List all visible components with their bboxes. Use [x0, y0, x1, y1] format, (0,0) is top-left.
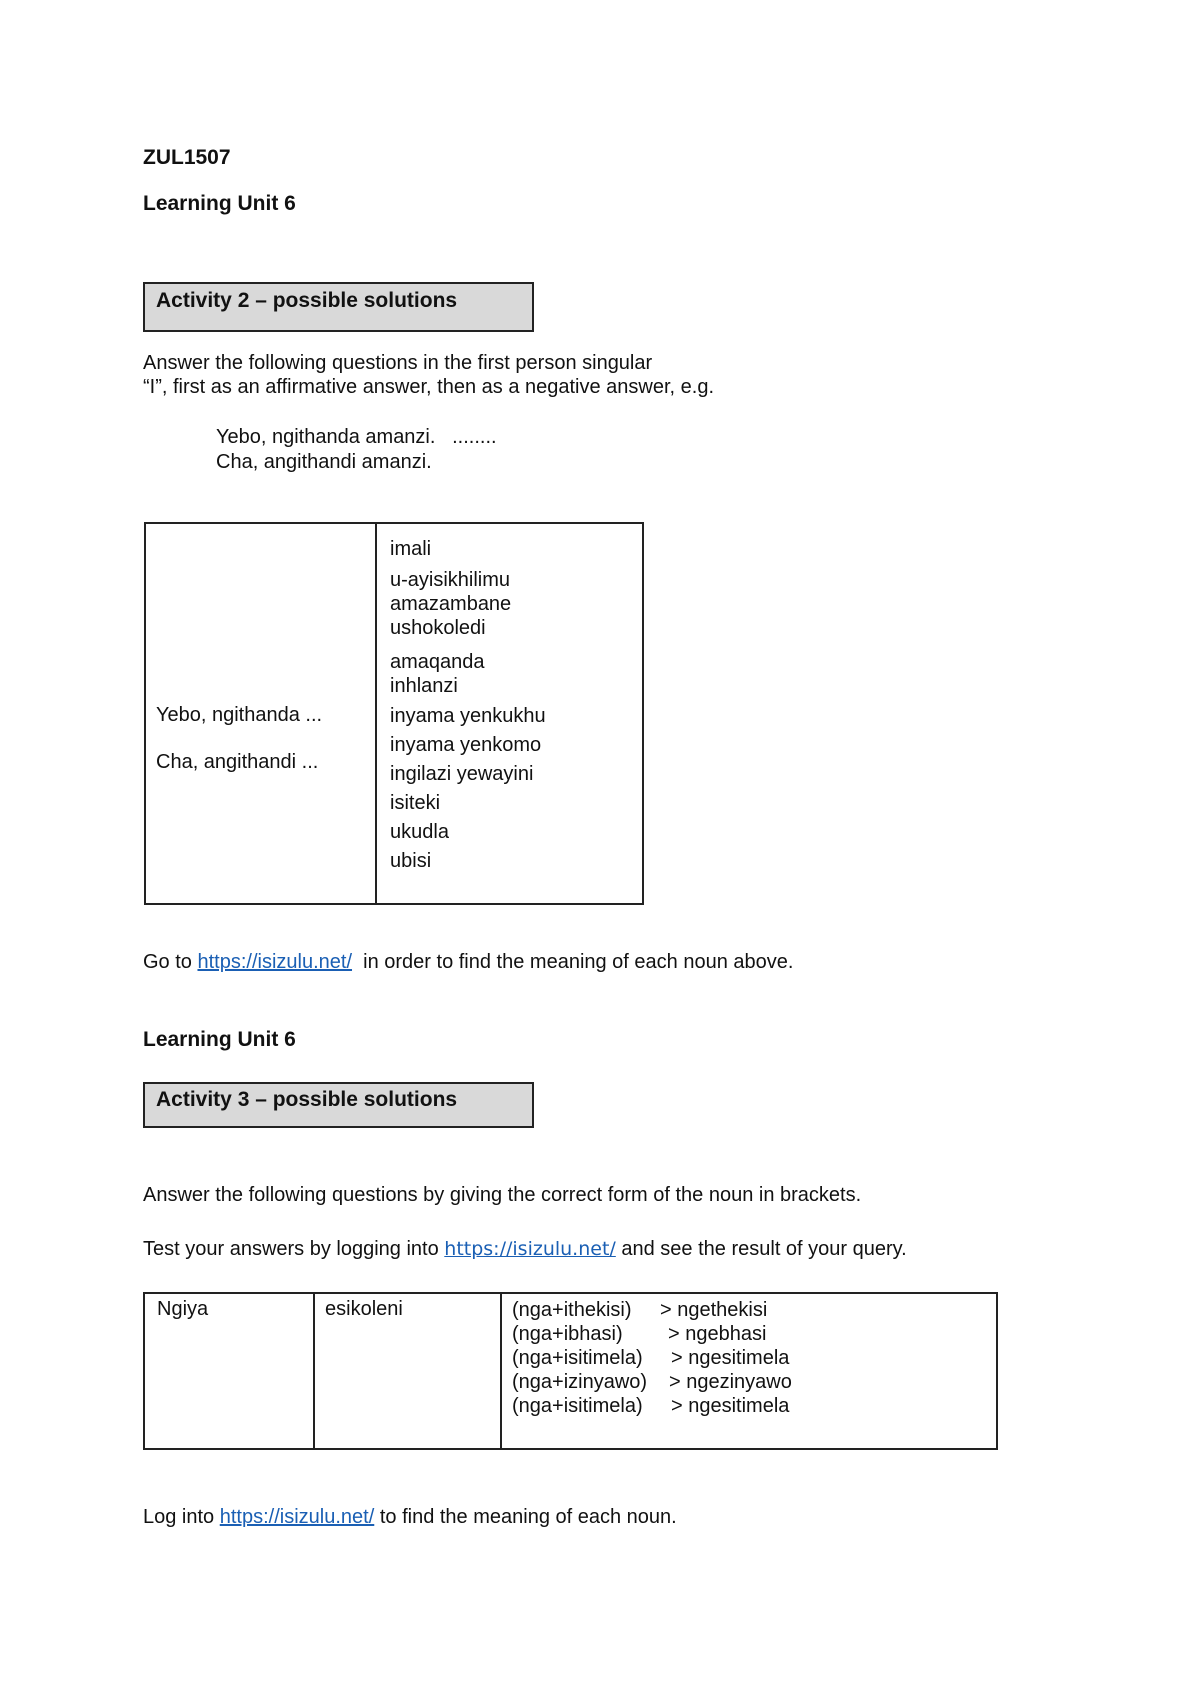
example-affirmative: Yebo, ngithanda amanzi. ........ — [216, 426, 497, 448]
test-sentence: Test your answers by logging into https://isizulu.net/ and see the result of your query. — [143, 1238, 907, 1260]
activity-3-table — [143, 1292, 998, 1450]
list-item: u-ayisikhilimu — [390, 569, 511, 591]
prompt-affirmative: Yebo, ngithanda ... — [156, 704, 323, 726]
activity-2-instruction-line2: “I”, first as an affirmative answer, then as a negative answer, e.g. — [143, 376, 715, 398]
list-item: ukudla — [390, 821, 449, 843]
list-item: inhlanzi — [390, 675, 458, 697]
forms-list — [512, 1298, 792, 1418]
goto-sentence: Go to https://isizulu.net/ in order to find the meaning of each noun above. — [143, 951, 794, 973]
table-divider — [313, 1294, 315, 1448]
activity-3-title: Activity 3 – possible solutions — [156, 1088, 458, 1111]
isizulu-link[interactable]: https://isizulu.net/ — [444, 1238, 616, 1260]
activity-2-title: Activity 2 – possible solutions — [156, 289, 458, 312]
list-item: ushokoledi — [390, 617, 486, 639]
list-item: ingilazi yewayini — [390, 763, 534, 785]
activity-3-instruction: Answer the following questions by giving the correct form of the noun in brackets. — [143, 1184, 862, 1206]
cell-verb: Ngiya — [157, 1298, 209, 1320]
isizulu-link[interactable]: https://isizulu.net/ — [197, 951, 353, 973]
list-item: (nga+isitimela) > ngesitimela — [512, 1347, 790, 1369]
list-item: isiteki — [390, 792, 441, 814]
list-item: imali — [390, 538, 432, 560]
unit-heading-2: Learning Unit 6 — [143, 1028, 296, 1051]
login-sentence: Log into https://isizulu.net/ to find the meaning of each noun. — [143, 1506, 677, 1528]
example-dots: ........ — [452, 426, 497, 448]
list-item: (nga+ibhasi) > ngebhasi — [512, 1323, 767, 1345]
activity-2-table — [144, 522, 644, 905]
list-item: amaqanda — [390, 651, 485, 673]
list-item: amazambane — [390, 593, 512, 615]
list-item: (nga+isitimela) > ngesitimela — [512, 1395, 790, 1417]
activity-2-instruction-line1: Answer the following questions in the first person singular — [143, 352, 653, 374]
activity-2-title-box — [143, 282, 534, 332]
noun-list — [390, 537, 546, 873]
cell-location: esikoleni — [325, 1298, 403, 1320]
activity-3-title-box — [143, 1082, 534, 1128]
list-item: inyama yenkomo — [390, 734, 542, 756]
list-item: inyama yenkukhu — [390, 705, 546, 727]
example-negative: Cha, angithandi amanzi. — [216, 451, 432, 473]
list-item: (nga+ithekisi) > ngethekisi — [512, 1299, 768, 1321]
prompt-negative: Cha, angithandi ... — [156, 751, 319, 773]
unit-heading: Learning Unit 6 — [143, 192, 296, 215]
table-divider — [500, 1294, 502, 1448]
list-item: ubisi — [390, 850, 432, 872]
course-code: ZUL1507 — [143, 146, 231, 169]
isizulu-link[interactable]: https://isizulu.net/ — [219, 1506, 375, 1528]
list-item: (nga+izinyawo) > ngezinyawo — [512, 1371, 792, 1393]
table-divider — [375, 524, 377, 903]
